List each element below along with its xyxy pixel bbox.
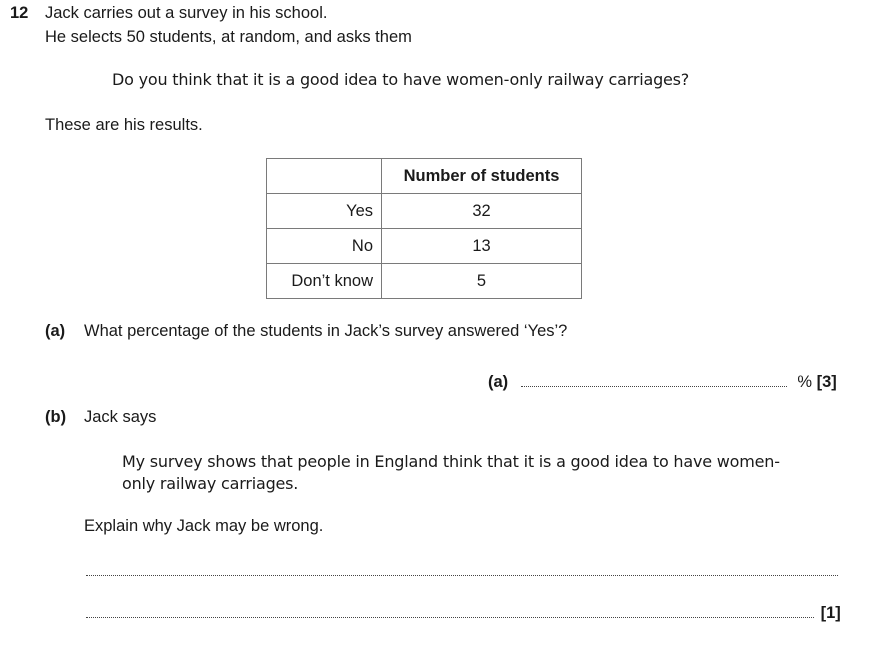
part-a-answer-field[interactable] bbox=[521, 372, 787, 387]
part-b-instruction: Explain why Jack may be wrong. bbox=[84, 517, 324, 535]
part-b-label: (b) bbox=[45, 408, 67, 426]
part-a-unit: % bbox=[797, 373, 813, 391]
part-a-answer-row bbox=[488, 372, 837, 392]
part-a-label: (a) bbox=[45, 322, 66, 340]
part-a-question: What percentage of the students in Jack’s survey answered ‘Yes’? bbox=[84, 322, 568, 340]
row-value-dont-know: 5 bbox=[382, 264, 582, 299]
jack-quote-line-2: only railway carriages. bbox=[122, 474, 299, 493]
part-b-answer-line-2-row bbox=[86, 604, 841, 623]
intro-line-1: Jack carries out a survey in his school. bbox=[45, 4, 328, 22]
row-value-yes: 32 bbox=[382, 194, 582, 229]
survey-question-quote: Do you think that it is a good idea to have women-only railway carriages? bbox=[112, 70, 690, 89]
row-label-no: No bbox=[267, 229, 382, 264]
question-number: 12 bbox=[10, 4, 29, 22]
table-row bbox=[267, 229, 582, 264]
part-b-answer-line-1[interactable] bbox=[86, 563, 838, 576]
table-row bbox=[267, 194, 582, 229]
part-b-answer-line-1-row bbox=[86, 562, 838, 581]
row-label-dont-know: Don’t know bbox=[267, 264, 382, 299]
part-b-intro: Jack says bbox=[84, 408, 157, 426]
part-a-answer-label: (a) bbox=[488, 373, 509, 391]
part-b-marks: [1] bbox=[820, 604, 841, 622]
row-label-yes: Yes bbox=[267, 194, 382, 229]
results-table bbox=[266, 158, 582, 299]
intro-line-2: He selects 50 students, at random, and asks them bbox=[45, 28, 412, 46]
part-a-marks: [3] bbox=[816, 373, 837, 391]
part-b-answer-line-2[interactable] bbox=[86, 605, 814, 618]
table-header-row bbox=[267, 159, 582, 194]
table-header-number-of-students: Number of students bbox=[382, 159, 582, 194]
table-row bbox=[267, 264, 582, 299]
jack-quote-line-1: My survey shows that people in England think that it is a good idea to have women- bbox=[122, 452, 780, 471]
results-intro: These are his results. bbox=[45, 116, 203, 134]
row-value-no: 13 bbox=[382, 229, 582, 264]
table-header-blank bbox=[267, 159, 382, 194]
